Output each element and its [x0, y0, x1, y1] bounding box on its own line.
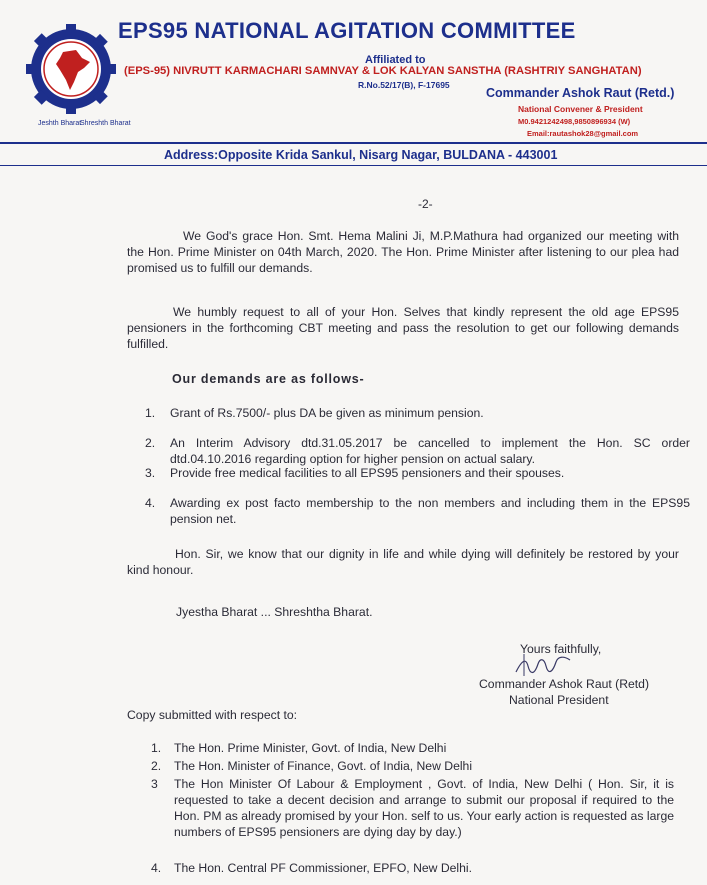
- closing-slogan: Jyestha Bharat ... Shreshtha Bharat.: [176, 605, 373, 619]
- copy-to-heading: Copy submitted with respect to:: [127, 708, 298, 722]
- demand-item: An Interim Advisory dtd.31.05.2017 be cancelled to implement the Hon. SC order dtd.04.10.2016 regarding option for higher pension on actual salary.: [170, 436, 690, 466]
- copy-recipient: The Hon. Minister of Finance, Govt. of India, New Delhi: [174, 759, 473, 773]
- organization-logo: [18, 24, 131, 130]
- copy-recipient-number: 3: [151, 777, 158, 791]
- paragraph-dignity: Hon. Sir, we know that our dignity in life and while dying will definitely be restored by your kind honour.: [127, 547, 679, 577]
- affiliated-label: Affiliated to: [365, 54, 426, 66]
- commander-name: Commander Ashok Raut (Retd.): [486, 86, 675, 100]
- affiliate-organization-name: (EPS-95) NIVRUTT KARMACHARI SAMNVAY & LOK KALYAN SANSTHA (RASHTRIY SANGHATAN): [124, 65, 642, 77]
- demand-number: 2.: [145, 436, 156, 450]
- copy-recipient: The Hon Minister Of Labour & Employment , Govt. of India, New Delhi ( Hon. Sir, it is requested to take a decent decision and arrange to submit our proposal if required to the Hon. PM as already promised by your Hon. self to us. Your early action is requested as large numbers of EPS95 pensioners are dying day by day.): [174, 777, 674, 839]
- logo-right-caption: Shreshth Bharat: [80, 120, 131, 127]
- copy-recipient: The Hon. Prime Minister, Govt. of India, New Delhi: [174, 741, 447, 755]
- page-number: -2-: [418, 197, 433, 211]
- demand-number: 3.: [145, 466, 156, 480]
- paragraph-meeting: We God's grace Hon. Smt. Hema Malini Ji, M.P.Mathura had organized our meeting with the Hon. Prime Minister on 04th March, 2020. The Hon. Prime Minister after listening to our plea had promised us to fulfill our demands.: [127, 229, 679, 275]
- demand-item: Provide free medical facilities to all EPS95 pensioners and their spouses.: [170, 466, 565, 480]
- demand-item: Awarding ex post facto membership to the non members and including them in the EPS95 pension net.: [170, 496, 690, 526]
- logo-left-caption: Jeshth Bharat: [38, 120, 82, 127]
- postal-address: Address:Opposite Krida Sankul, Nisarg Nagar, BULDANA - 443001: [164, 148, 558, 162]
- paragraph-request: We humbly request to all of your Hon. Selves that kindly represent the old age EPS95 pensioners in the forthcoming CBT meeting and pass the resolution to get our following demands fulfilled.: [127, 305, 679, 351]
- demand-number: 1.: [145, 406, 156, 420]
- demand-number: 4.: [145, 496, 156, 510]
- mobile-numbers: M0.9421242498,9850896934 (W): [518, 117, 631, 126]
- header-divider-top: [0, 142, 707, 144]
- header-divider-bottom: [0, 165, 707, 166]
- complimentary-close: Yours faithfully,: [520, 642, 602, 656]
- commander-designation: National Convener & President: [518, 104, 643, 114]
- email-address: Email:rautashok28@gmail.com: [527, 129, 639, 138]
- demand-item: Grant of Rs.7500/- plus DA be given as minimum pension.: [170, 406, 484, 420]
- copy-recipient-number: 2.: [151, 759, 162, 773]
- signatory-name: Commander Ashok Raut (Retd): [479, 677, 650, 691]
- copy-recipient-number: 4.: [151, 861, 162, 875]
- signatory-title: National President: [509, 693, 609, 707]
- demands-heading: Our demands are as follows-: [172, 372, 365, 386]
- copy-recipient: The Hon. Central PF Commissioner, EPFO, New Delhi.: [174, 861, 473, 875]
- organization-title: EPS95 NATIONAL AGITATION COMMITTEE: [118, 18, 576, 43]
- copy-recipient-number: 1.: [151, 741, 162, 755]
- gear-india-map-icon: [18, 24, 131, 130]
- registration-number: R.No.52/17(B), F-17695: [358, 80, 450, 90]
